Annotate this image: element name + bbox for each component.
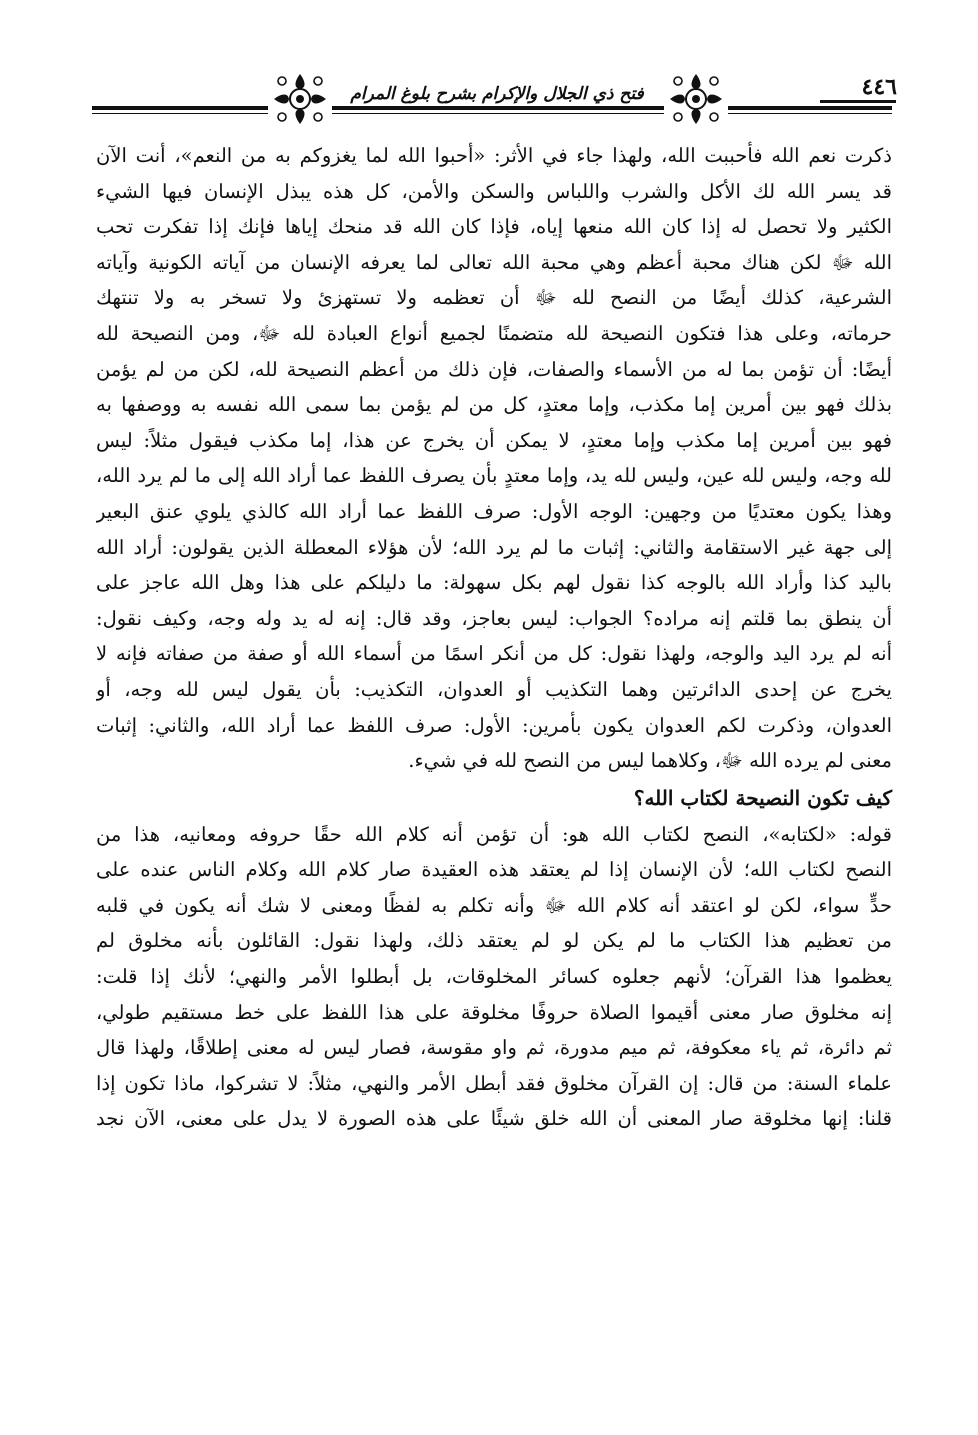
text-line: أن ينطق بما قلتم إنه مراده؟ الجواب: ليس بعاجز، وقد قال: إنه له يد وله وجه، وكيف نقول: bbox=[96, 606, 892, 630]
header-rule-thin bbox=[92, 113, 892, 114]
text-line: قلنا: إنها مخلوقة صار المعنى أن الله خلق شيئًا على هذه الصورة لا يدل على معنى، الآن نجد bbox=[96, 1107, 892, 1131]
text-line: قد يسر الله لك الأكل والشرب واللباس والسكن والأمن، كل هذه يبذل الإنسان فيها الشيء bbox=[96, 179, 892, 203]
floral-ornament-icon bbox=[664, 70, 728, 128]
text-line: الكثير ولا تحصل له إذا كان الله منعها إياه، فإذا كان الله قد منحك إياها فإنك إذا تفكرت تحب bbox=[96, 215, 892, 239]
text-line: أنه لم يرد اليد والوجه، ولهذا نقول: كل من أنكر اسمًا من أسماء الله أو صفة من صفاته فإنه لا bbox=[96, 642, 892, 666]
text-line: وهذا يكون معتديًا من وجهين: الوجه الأول: صرف اللفظ عما أراد الله كالذي يلوي عنق البعير bbox=[96, 499, 892, 523]
text-line: فهو بين أمرين إما مكذب وإما معتدٍ، لا يمكن أن يخرج عن هذا، إما مكذب فيقول مثلاً: ليس bbox=[96, 428, 892, 452]
page-number: ٤٤٦ bbox=[861, 74, 897, 100]
page-header bbox=[92, 68, 897, 138]
text-line: الله ﷻ لكن هناك محبة أعظم وهي محبة الله تعالى لما يعرفه الإنسان من آياته الكونية وآياته bbox=[96, 250, 892, 274]
text-line: يعظموا هذا القرآن؛ لأنهم جعلوه كسائر المخلوقات، بل أبطلوا الأمر والنهي؛ لأنك إذا قلت: bbox=[96, 965, 892, 989]
page-number-underline bbox=[820, 100, 896, 103]
text-line: ثم دائرة، ثم ياء معكوفة، ثم ميم مدورة، ثم واو مقوسة، فصار ليس له معنى إطلاقًا، ولهذا قال bbox=[96, 1036, 892, 1060]
text-line: الشرعية، كذلك أيضًا من النصح لله ﷻ أن تعظمه ولا تستهزئ ولا تسخر به ولا تنتهك bbox=[96, 286, 892, 310]
section-heading: كيف تكون النصيحة لكتاب الله؟ bbox=[633, 785, 892, 810]
text-line: أيضًا: أن تؤمن بما له من الأسماء والصفات، فإن ذلك من أعظم النصيحة لله، لكن من لم يؤمن bbox=[96, 357, 892, 381]
text-line: معنى لم يرده الله ﷻ، وكلاهما ليس من النصح لله في شيء. bbox=[408, 749, 892, 773]
body-text bbox=[96, 138, 892, 1137]
text-line: بذلك فهو بين أمرين إما مكذب، وإما معتدٍ، كل من لم يؤمن بما سمى الله نفسه به ووصفها به bbox=[96, 393, 892, 417]
running-title: فتح ذي الجلال والإكرام بشرح بلوغ المرام bbox=[350, 84, 644, 104]
header-rule bbox=[92, 106, 892, 110]
text-line: حرماته، وعلى هذا فتكون النصيحة لله متضمنًا لجميع أنواع العبادة لله ﷻ، ومن النصيحة لله bbox=[96, 321, 892, 345]
text-line: علماء السنة: من قال: إن القرآن مخلوق فقد أبطل الأمر والنهي، مثلاً: لا تشركوا، ماذا تكون إذا bbox=[96, 1071, 892, 1095]
paragraph-2 bbox=[96, 817, 892, 1137]
text-line: قوله: «لكتابه»، النصح لكتاب الله هو: أن تؤمن أنه كلام الله حقًا حروفه ومعانيه، هذا من bbox=[96, 822, 892, 846]
floral-ornament-icon bbox=[268, 70, 332, 128]
text-line: لله وجه، وليس لله عين، وليس لله يد، وإما معتدٍ بأن يصرف اللفظ عما أراد الله إلى ما لم يرد الله، bbox=[96, 464, 892, 488]
text-line: إنه مخلوق صار معنى أقيموا الصلاة حروفًا مخلوقة على هذا اللفظ على خط مستقيم طولي، bbox=[96, 1000, 892, 1024]
text-line: باليد كذا وأراد الله بالوجه كذا نقول لهم بكل سهولة: ما دليلكم على هذا وهل الله عاجز على bbox=[96, 571, 892, 595]
text-line: يخرج عن إحدى الدائرتين وهما التكذيب أو العدوان، التكذيب: بأن يقول ليس لله وجه، أو bbox=[96, 677, 892, 701]
text-line: العدوان، وذكرت لكم العدوان يكون بأمرين: الأول: صرف اللفظ عما أراد الله، والثاني: إثبات bbox=[96, 713, 892, 737]
text-line: ذكرت نعم الله فأحببت الله، ولهذا جاء في الأثر: «أحبوا الله لما يغزوكم به من النعم»، أنت الآن bbox=[96, 144, 892, 167]
paragraph-1 bbox=[96, 138, 892, 779]
text-line: من تعظيم هذا الكتاب ما لم يكن لو لم يعتقد ذلك، ولهذا نقول: القائلون بأنه مخلوق لم bbox=[96, 929, 892, 953]
text-line: النصح لكتاب الله؛ لأن الإنسان إذا لم يعتقد هذه العقيدة صار كلام الله وكلام الناس عنده على bbox=[96, 858, 892, 882]
text-line: إلى جهة غير الاستقامة والثاني: إثبات ما لم يرد الله؛ لأن هؤلاء المعطلة الذين يقولون: أراد الله bbox=[96, 535, 892, 559]
text-line: حدٍّ سواء، لكن لو اعتقد أنه كلام الله ﷻ وأنه تكلم به لفظًا ومعنى لا شك أنه يكون في قلبه bbox=[96, 893, 892, 917]
